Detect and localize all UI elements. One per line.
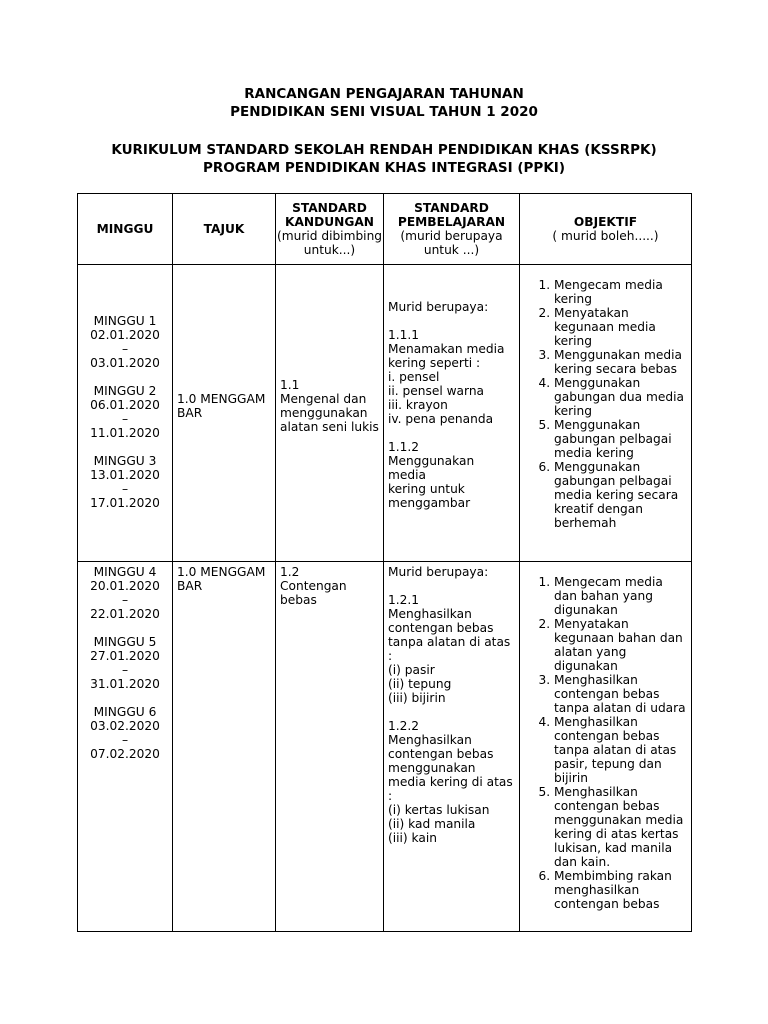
- sp-intro: Murid berupaya:: [388, 300, 489, 314]
- week-start: 27.01.2020: [90, 649, 160, 663]
- table-header-row: [78, 194, 692, 265]
- objective-item: 5. Menggunakan gabungan pelbagai media kering: [554, 418, 687, 460]
- objective-item: 6. Menggunakan gabungan pelbagai media kering secara kreatif dengan berhemah: [554, 460, 687, 530]
- header-standard-kandungan: STANDARD KANDUNGAN (murid dibimbing untuk...): [276, 194, 384, 265]
- week-label: MINGGU 3: [93, 453, 157, 468]
- week-start: 02.01.2020: [90, 327, 160, 342]
- week-label: MINGGU 1: [93, 313, 157, 328]
- week-end: 31.01.2020: [90, 677, 160, 691]
- week-end: 07.02.2020: [90, 747, 160, 761]
- week-end: 11.01.2020: [90, 425, 160, 440]
- week-end: 22.01.2020: [90, 607, 160, 621]
- header-minggu: MINGGU: [78, 194, 173, 265]
- title-line-3: KURIKULUM STANDARD SEKOLAH RENDAH PENDIDIKAN KHAS (KSSRPK): [111, 142, 657, 158]
- sk-text: Contengan bebas: [280, 579, 347, 607]
- plan-table: [77, 193, 692, 932]
- week-dash: –: [121, 411, 129, 426]
- sk-code: 1.2: [280, 565, 300, 579]
- standard-kandungan-cell: [276, 265, 384, 562]
- objective-item: 5. Menghasilkan contengan bebas menggunakan media kering di atas kertas lukisan, kad manila dan kain.: [554, 785, 687, 869]
- tajuk-text: 1.0 MENGGAMBAR: [177, 565, 266, 593]
- week-dash: –: [121, 663, 129, 677]
- objective-list: [524, 575, 687, 911]
- standard-pembelajaran-cell: [384, 265, 520, 562]
- week-start: 20.01.2020: [90, 579, 160, 593]
- objektif-cell: [520, 562, 692, 932]
- tajuk-text: 1.0 MENGGAMBAR: [177, 392, 266, 420]
- objective-item: 4. Menghasilkan contengan bebas tanpa alatan di atas pasir, tepung dan bijirin: [554, 715, 687, 785]
- table-row: [78, 265, 692, 562]
- sp-intro: Murid berupaya:: [388, 565, 489, 579]
- week-end: 03.01.2020: [90, 355, 160, 370]
- header-standard-pembelajaran: STANDARD PEMBELAJARAN (murid berupaya untuk ...): [384, 194, 520, 265]
- minggu-cell: [78, 265, 173, 562]
- sk-code: 1.1: [280, 378, 300, 392]
- week-dash: –: [121, 341, 129, 356]
- minggu-cell: [78, 562, 173, 932]
- standard-pembelajaran-cell: [384, 562, 520, 932]
- objective-item: 2. Menyatakan kegunaan bahan dan alatan yang digunakan: [554, 617, 687, 673]
- objective-item: 3. Menggunakan media kering secara bebas: [554, 348, 687, 376]
- title-line-2: PENDIDIKAN SENI VISUAL TAHUN 1 2020: [230, 104, 538, 120]
- week-end: 17.01.2020: [90, 495, 160, 510]
- week-label: MINGGU 2: [93, 383, 157, 398]
- sp-block: 1.1.2 Menggunakan media kering untuk menggambar: [388, 440, 475, 510]
- week-dash: –: [121, 481, 129, 496]
- sp-block: 1.1.1 Menamakan media kering seperti : i. pensel ii. pensel warna iii. krayon iv. pena penanda: [388, 328, 505, 426]
- tajuk-cell: [173, 265, 276, 562]
- document-header: [0, 85, 768, 177]
- week-label: MINGGU 6: [93, 705, 157, 719]
- title-line-1: RANCANGAN PENGAJARAN TAHUNAN: [244, 86, 524, 102]
- sp-block: 1.2.1 Menghasilkan contengan bebas tanpa alatan di atas : (i) pasir (ii) tepung (iii) bijirin: [388, 593, 511, 705]
- table-row: [78, 562, 692, 932]
- objective-item: 4. Menggunakan gabungan dua media kering: [554, 376, 687, 418]
- tajuk-cell: [173, 562, 276, 932]
- sp-block: 1.2.2 Menghasilkan contengan bebas menggunakan media kering di atas : (i) kertas lukisan (ii) kad manila (iii) kain: [388, 719, 513, 845]
- header-objektif: OBJEKTIF ( murid boleh.....): [520, 194, 692, 265]
- standard-kandungan-cell: [276, 562, 384, 932]
- objective-list: [524, 278, 687, 530]
- week-label: MINGGU 4: [93, 565, 157, 579]
- week-start: 13.01.2020: [90, 467, 160, 482]
- week-label: MINGGU 5: [93, 635, 157, 649]
- objective-item: 6. Membimbing rakan menghasilkan contengan bebas: [554, 869, 687, 911]
- objektif-cell: [520, 265, 692, 562]
- objective-item: 2. Menyatakan kegunaan media kering: [554, 306, 687, 348]
- week-dash: –: [121, 733, 129, 747]
- objective-item: 1. Mengecam media dan bahan yang digunakan: [554, 575, 687, 617]
- week-start: 06.01.2020: [90, 397, 160, 412]
- objective-item: 3. Menghasilkan contengan bebas tanpa alatan di udara: [554, 673, 687, 715]
- sk-text: Mengenal dan menggunakan alatan seni lukis: [280, 392, 379, 434]
- week-start: 03.02.2020: [90, 719, 160, 733]
- week-dash: –: [121, 593, 129, 607]
- objective-item: 1. Mengecam media kering: [554, 278, 687, 306]
- title-line-4: PROGRAM PENDIDIKAN KHAS INTEGRASI (PPKI): [203, 160, 565, 176]
- header-tajuk: TAJUK: [173, 194, 276, 265]
